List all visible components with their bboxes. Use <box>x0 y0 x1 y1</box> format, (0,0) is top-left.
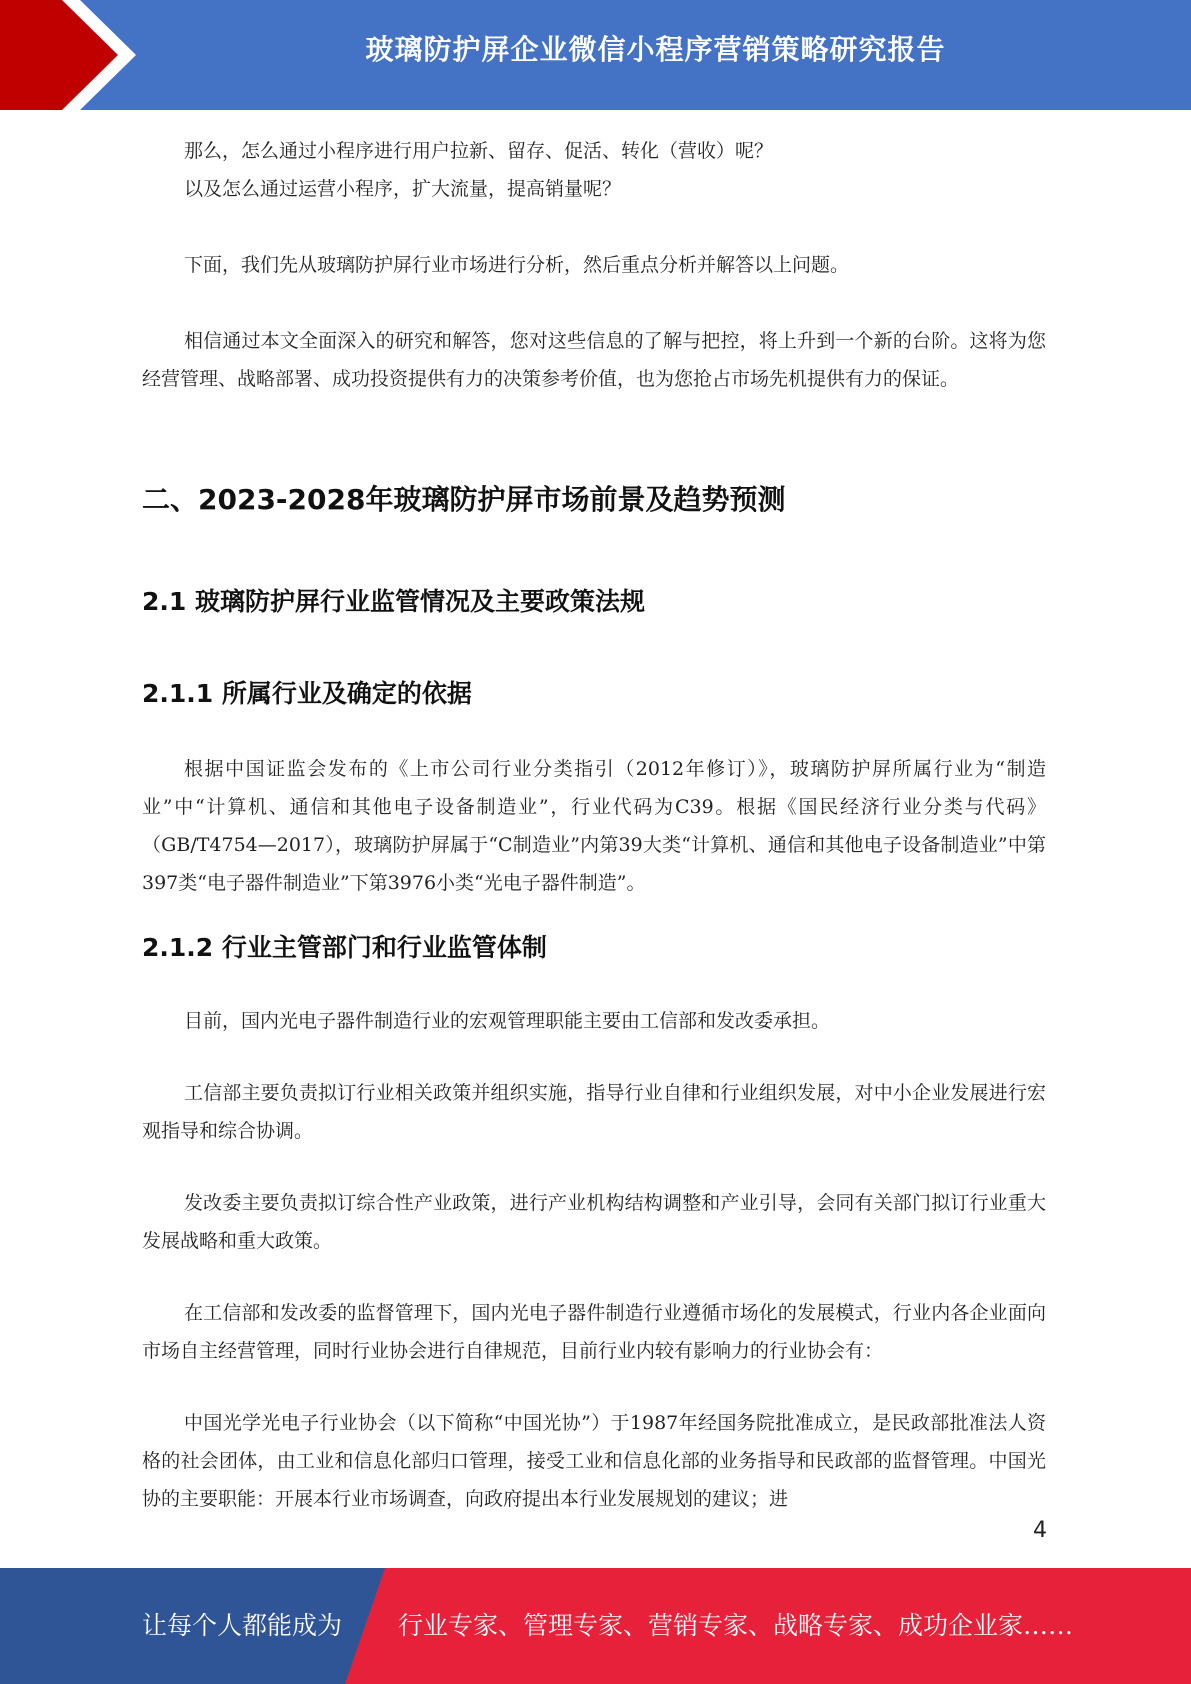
regulation-paragraph-5: 中国光学光电子行业协会（以下简称“中国光协”）于1987年经国务院批准成立，是民政部批准法人资格的社会团体，由工业和信息化部归口管理，接受工业和信息化部的业务指导和民政部的监督管理。中国光协的主要职能：开展本行业市场调查，向政府提出本行业发展规划的建议；进 <box>142 1412 1046 1510</box>
industry-classification-paragraph: 根据中国证监会发布的《上市公司行业分类指引（2012年修订）》，玻璃防护屏所属行业为“制造业”中“计算机、通信和其他电子设备制造业”，行业代码为C39。根据《国民经济行业分类与代码》（GB/T4754—2017），玻璃防护屏属于“C制造业”内第39大类“计算机、通信和其他电子设备制造业”中第397类“电子器件制造业”下第3976小类“光电子器件制造”。 <box>142 758 1046 894</box>
page-number: 4 <box>1033 1518 1047 1543</box>
regulation-paragraph-3: 发改委主要负责拟订综合性产业政策，进行产业机构结构调整和产业引导，会同有关部门拟订行业重大发展战略和重大政策。 <box>142 1192 1046 1252</box>
footer-slogan-left: 让每个人都能成为 <box>142 1611 343 1640</box>
intro-paragraph: 下面，我们先从玻璃防护屏行业市场进行分析，然后重点分析并解答以上问题。 <box>184 254 850 276</box>
intro-question-1: 那么，怎么通过小程序进行用户拉新、留存、促活、转化（营收）呢？ <box>184 140 774 162</box>
chevron-arrow-icon <box>0 0 160 110</box>
subsubsection-heading-2-1-1: 2.1.1 所属行业及确定的依据 <box>142 679 472 708</box>
regulation-paragraph-1: 目前，国内光电子器件制造行业的宏观管理职能主要由工信部和发改委承担。 <box>184 1010 831 1032</box>
regulation-paragraph-4: 在工信部和发改委的监督管理下，国内光电子器件制造行业遵循市场化的发展模式，行业内各企业面向市场自主经营管理，同时行业协会进行自律规范，目前行业内较有影响力的行业协会有： <box>142 1302 1046 1362</box>
section-heading: 二、2023-2028年玻璃防护屏市场前景及趋势预测 <box>142 483 786 516</box>
subsubsection-heading-2-1-2: 2.1.2 行业主管部门和行业监管体制 <box>142 933 547 962</box>
footer-slogan-right: 行业专家、管理专家、营销专家、战略专家、成功企业家…… <box>398 1611 1074 1640</box>
intro-summary-paragraph: 相信通过本文全面深入的研究和解答，您对这些信息的了解与把控，将上升到一个新的台阶。这将为您经营管理、战略部署、成功投资提供有力的决策参考价值，也为您抢占市场先机提供有力的保证。 <box>142 330 1046 390</box>
regulation-paragraph-2: 工信部主要负责拟订行业相关政策并组织实施，指导行业自律和行业组织发展，对中小企业发展进行宏观指导和综合协调。 <box>142 1082 1046 1142</box>
report-title: 玻璃防护屏企业微信小程序营销策略研究报告 <box>365 33 946 66</box>
subsection-heading: 2.1 玻璃防护屏行业监管情况及主要政策法规 <box>142 587 645 616</box>
page-header <box>0 0 1191 110</box>
intro-question-2: 以及怎么通过运营小程序，扩大流量，提高销量呢？ <box>184 178 622 200</box>
page-footer <box>0 1568 1191 1684</box>
